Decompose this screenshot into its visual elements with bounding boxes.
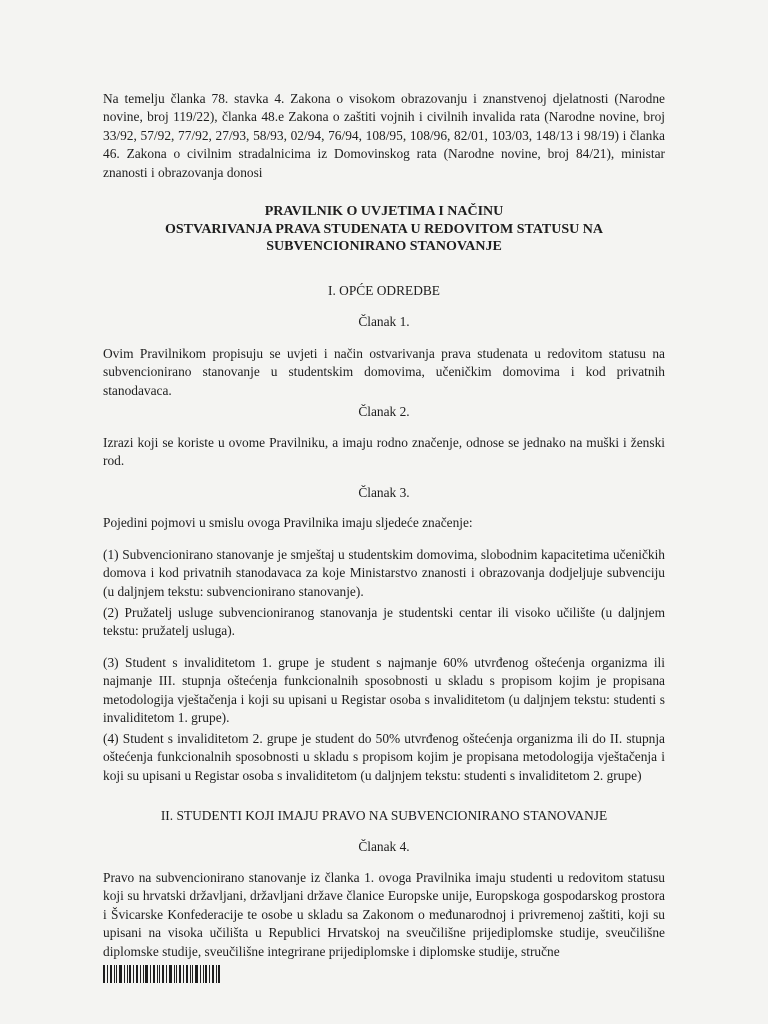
barcode-image	[103, 965, 221, 983]
article-2-text: Izrazi koji se koriste u ovome Pravilniku, a imaju rodno značenje, odnose se jednako na muški i ženski rod.	[103, 435, 665, 469]
article-3-item-1: (1) Subvencionirano stanovanje je smještaj u studentskim domovima, slobodnim kapacitetima učeničkih domova i kod privatnih stanodavaca za koje Ministarstvo znanosti i obrazovanja dodjeljuje subvenciju (u daljnjem tekstu: subvencionirano stanovanje).	[103, 547, 665, 599]
article-4-text: Pravo na subvencionirano stanovanje iz članka 1. ovoga Pravilnika imaju studenti u redovitom statusu koji su hrvatski državljani, državljani države članice Europske unije, Europskoga gospodarskog prostora i Švicarske Konfederacije te osobe u skladu sa Zakonom o međunarodnoj i privremenoj zaštiti, koji su upisani na visoka učilišta u Republici Hrvatskoj na sveučilišne prijediplomske studije, sveučilišne diplomske studije, sveučilišne integrirane prijediplomske i diplomske studije, stručne	[103, 870, 665, 959]
title-line-1: PRAVILNIK O UVJETIMA I NAČINU	[264, 204, 504, 219]
title-line-3: SUBVENCIONIRANO STANOVANJE	[266, 239, 502, 254]
article-3-intro: Pojedini pojmovi u smislu ovoga Pravilnika imaju sljedeće značenje:	[103, 515, 473, 530]
article-3-item-2: (2) Pružatelj usluge subvencioniranog stanovanja je studentski centar ili visoko učilište (u daljnjem tekstu: pružatelj usluga).	[103, 605, 665, 639]
article-1-heading: Članak 1.	[358, 314, 410, 329]
article-1-text: Ovim Pravilnikom propisuju se uvjeti i način ostvarivanja prava studenata u redovitom statusu na subvencionirano stanovanje u studentskim domovima, učeničkim domovima i kod privatnih stanodavaca.	[103, 346, 665, 398]
title-line-2: OSTVARIVANJA PRAVA STUDENATA U REDOVITOM STATUSU NA	[165, 221, 603, 237]
article-2-heading: Članak 2.	[358, 404, 410, 419]
intro-paragraph: Na temelju članka 78. stavka 4. Zakona o visokom obrazovanju i znanstvenoj djelatnosti (Narodne novine, broj 119/22), članka 48.e Zakona o zaštiti vojnih i civilnih invalida rata (Narodne novine, broj 33/92, 57/92, 77/92, 27/93, 58/93, 02/94, 76/94, 108/95, 108/96, 82/01, 103/03, 148/13 i 98/19) i članka 46. Zakona o civilnim stradalnicima iz Domovinskog rata (Narodne novine, broj 84/21), ministar znanosti i obrazovanja donosi	[103, 91, 665, 180]
article-3-item-3: (3) Student s invaliditetom 1. grupe je student s najmanje 60% utvrđenog oštećenja organizma ili najmanje III. stupnja oštećenja funkcionalnih sposobnosti u skladu s propisom kojim je propisana metodologija vještačenja i koji su upisani u Registar osoba s invaliditetom (u daljnjem tekstu: studenti s invaliditetom 1. grupe).	[103, 655, 665, 726]
section-heading-2: II. STUDENTI KOJI IMAJU PRAVO NA SUBVENCIONIRANO STANOVANJE	[160, 808, 608, 823]
document-title	[103, 203, 665, 256]
article-3-heading: Članak 3.	[358, 485, 410, 500]
section-heading-1: I. OPĆE ODREDBE	[328, 283, 440, 298]
article-4-heading: Članak 4.	[358, 839, 410, 854]
article-3-item-4: (4) Student s invaliditetom 2. grupe je student do 50% utvrđenog oštećenja organizma ili do II. stupnja oštećenja funkcionalnih sposobnosti u skladu s propisom kojim je propisana metodologija vještačenja i koji su upisani u Registar osoba s invaliditetom (u daljnjem tekstu: studenti s invaliditetom 2. grupe)	[103, 731, 665, 783]
